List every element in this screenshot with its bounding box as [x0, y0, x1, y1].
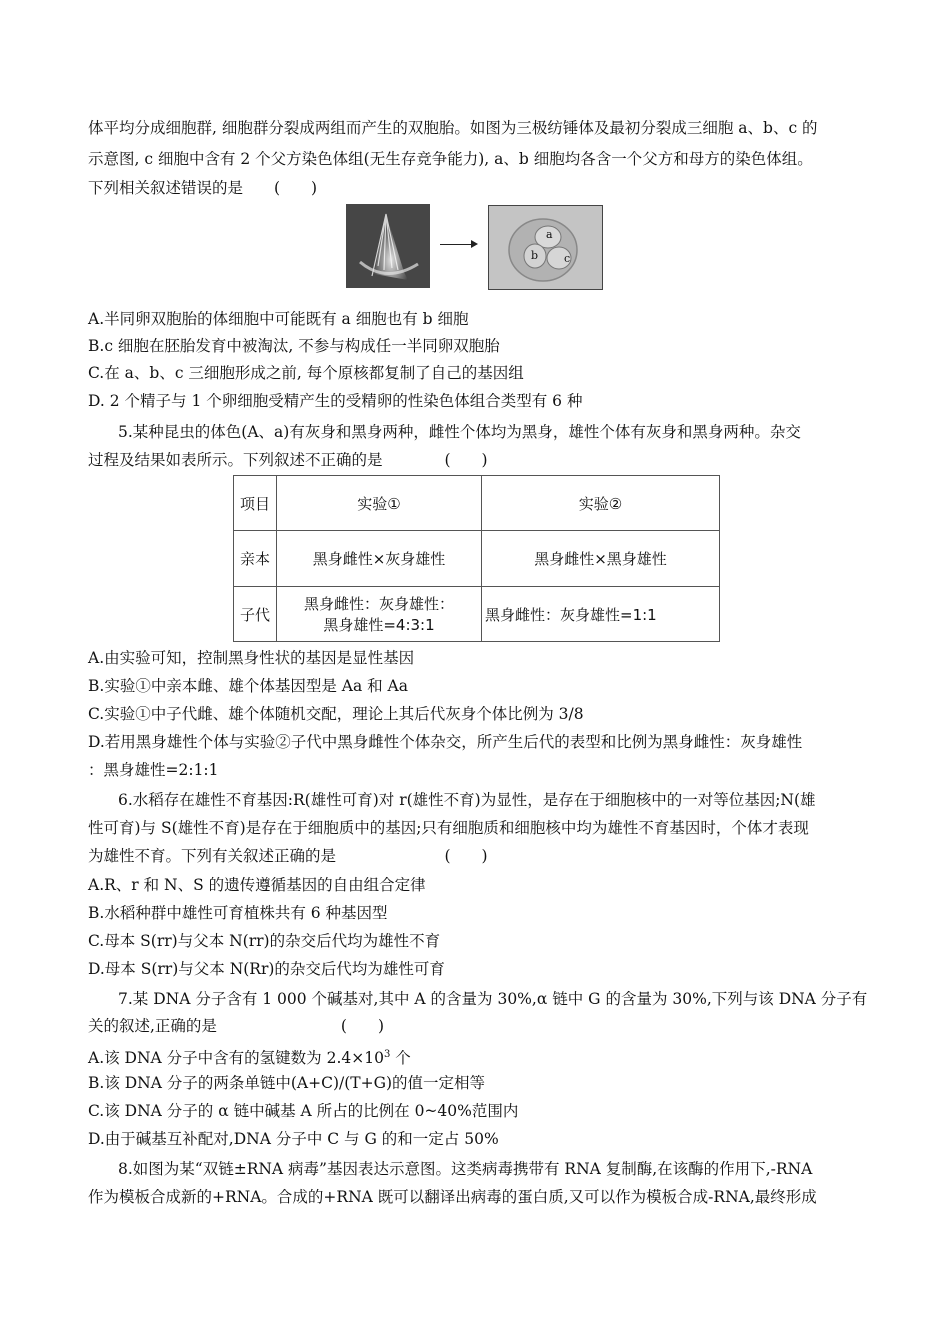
q4-option-b: B.c 细胞在胚胎发育中被淘汰, 不参与构成任一半同卵双胞胎 — [88, 337, 500, 355]
cell-label-b: b — [531, 249, 539, 262]
q5-option-a: A.由实验可知，控制黑身性状的基因是显性基因 — [88, 649, 415, 667]
q7-option-d: D.由于碱基互补配对,DNA 分子中 C 与 G 的和一定占 50% — [88, 1130, 499, 1148]
q4-stem-line-1: 体平均分成细胞群, 细胞群分裂成两组而产生的双胞胎。如图为三极纺锤体及最初分裂成三细胞 a、b、c 的 — [88, 119, 818, 137]
q4-option-a: A.半同卵双胞胎的体细胞中可能既有 a 细胞也有 b 细胞 — [88, 310, 469, 328]
q7-option-c: C.该 DNA 分子的 α 链中碱基 A 所占的比例在 0~40%范围内 — [88, 1102, 519, 1120]
q5-option-c: C.实验①中子代雌、雄个体随机交配，理论上其后代灰身个体比例为 3/8 — [88, 705, 584, 723]
table-row-label-offspring: 子代 — [234, 587, 277, 642]
q6-option-b: B.水稻种群中雄性可育植株共有 6 种基因型 — [88, 904, 388, 922]
q5-stem-line-2: 过程及结果如表所示。下列叙述不正确的是 ( ) — [88, 451, 488, 469]
q4-option-d: D. 2 个精子与 1 个卵细胞受精产生的受精卵的性染色体组合类型有 6 种 — [88, 392, 583, 410]
q7-option-a — [88, 1045, 411, 1068]
q6-option-c: C.母本 S(rr)与父本 N(rr)的杂交后代均为雄性不育 — [88, 932, 441, 950]
q7-option-a-text: A.该 DNA 分子中含有的氢键数为 2.4×10 — [88, 1049, 384, 1068]
table-cell — [277, 587, 482, 642]
table-header-item: 项目 — [234, 476, 277, 531]
q6-option-d: D.母本 S(rr)与父本 N(Rr)的杂交后代均为雄性可育 — [88, 960, 445, 978]
q7-stem-line-2: 关的叙述,正确的是 ( ) — [88, 1017, 385, 1035]
table-cell-line: 黑身雄性=4:3:1 — [323, 616, 435, 634]
q5-results-table — [233, 475, 720, 642]
cell-label-a: a — [546, 228, 553, 241]
q7-stem-line-1: 7.某 DNA 分子含有 1 000 个碱基对,其中 A 的含量为 30%,α 链中 G 的含量为 30%,下列与该 DNA 分子有 — [118, 990, 868, 1008]
table-header-exp1: 实验① — [277, 476, 482, 531]
q8-stem-line-2: 作为模板合成新的+RNA。合成的+RNA 既可以翻译出病毒的蛋白质,又可以作为模板合成-RNA,最终形成 — [88, 1188, 817, 1206]
q7-option-a-unit: 个 — [390, 1049, 411, 1068]
arrow-icon — [440, 244, 476, 245]
q6-stem-line-3: 为雄性不育。下列有关叙述正确的是 ( ) — [88, 847, 488, 865]
cell-label-c: c — [564, 252, 571, 265]
table-cell-line: 黑身雌性：灰身雄性： — [303, 595, 454, 613]
table-cell: 黑身雌性×灰身雄性 — [277, 531, 482, 587]
q8-stem-line-1: 8.如图为某“双链±RNA 病毒”基因表达示意图。这类病毒携带有 RNA 复制酶,在该酶的作用下,-RNA — [118, 1160, 813, 1178]
q7-option-b: B.该 DNA 分子的两条单链中(A+C)/(T+G)的值一定相等 — [88, 1074, 486, 1092]
q6-stem-line-1: 6.水稻存在雄性不育基因:R(雄性可育)对 r(雄性不育)为显性，是存在于细胞核中的一对等位基因;N(雄 — [118, 791, 816, 809]
three-cell-embryo-image — [488, 205, 603, 290]
table-row-label-parents: 亲本 — [234, 531, 277, 587]
q4-stem-line-2: 示意图, c 细胞中含有 2 个父方染色体组(无生存竞争能力), a、b 细胞均各含一个父方和母方的染色体组。 — [88, 150, 813, 168]
q4-stem-line-3: 下列相关叙述错误的是 ( ) — [88, 179, 318, 197]
table-cell: 黑身雌性×黑身雄性 — [482, 531, 720, 587]
q6-stem-line-2: 性可育)与 S(雄性不育)是存在于细胞质中的基因;只有细胞质和细胞核中均为雄性不育基因时，个体才表现 — [88, 819, 809, 837]
table-cell: 黑身雌性：灰身雄性=1:1 — [482, 587, 720, 642]
q5-option-d-cont: ：黑身雄性=2:1:1 — [88, 761, 219, 779]
q5-stem-line-1: 5.某种昆虫的体色(A、a)有灰身和黑身两种，雌性个体均为黑身，雄性个体有灰身和黑身两种。杂交 — [118, 423, 801, 441]
q7-option-a-exponent: 3 — [383, 1049, 391, 1060]
q5-option-b: B.实验①中亲本雌、雄个体基因型是 Aa 和 Aa — [88, 677, 408, 695]
q4-option-c: C.在 a、b、c 三细胞形成之前, 每个原核都复制了自己的基因组 — [88, 364, 524, 382]
tripolar-spindle-image — [346, 204, 430, 288]
q5-option-d: D.若用黑身雄性个体与实验②子代中黑身雌性个体杂交，所产生后代的表型和比例为黑身雌性：灰身雄性 — [88, 733, 803, 751]
q6-option-a: A.R、r 和 N、S 的遗传遵循基因的自由组合定律 — [88, 876, 426, 894]
table-header-exp2: 实验② — [482, 476, 720, 531]
